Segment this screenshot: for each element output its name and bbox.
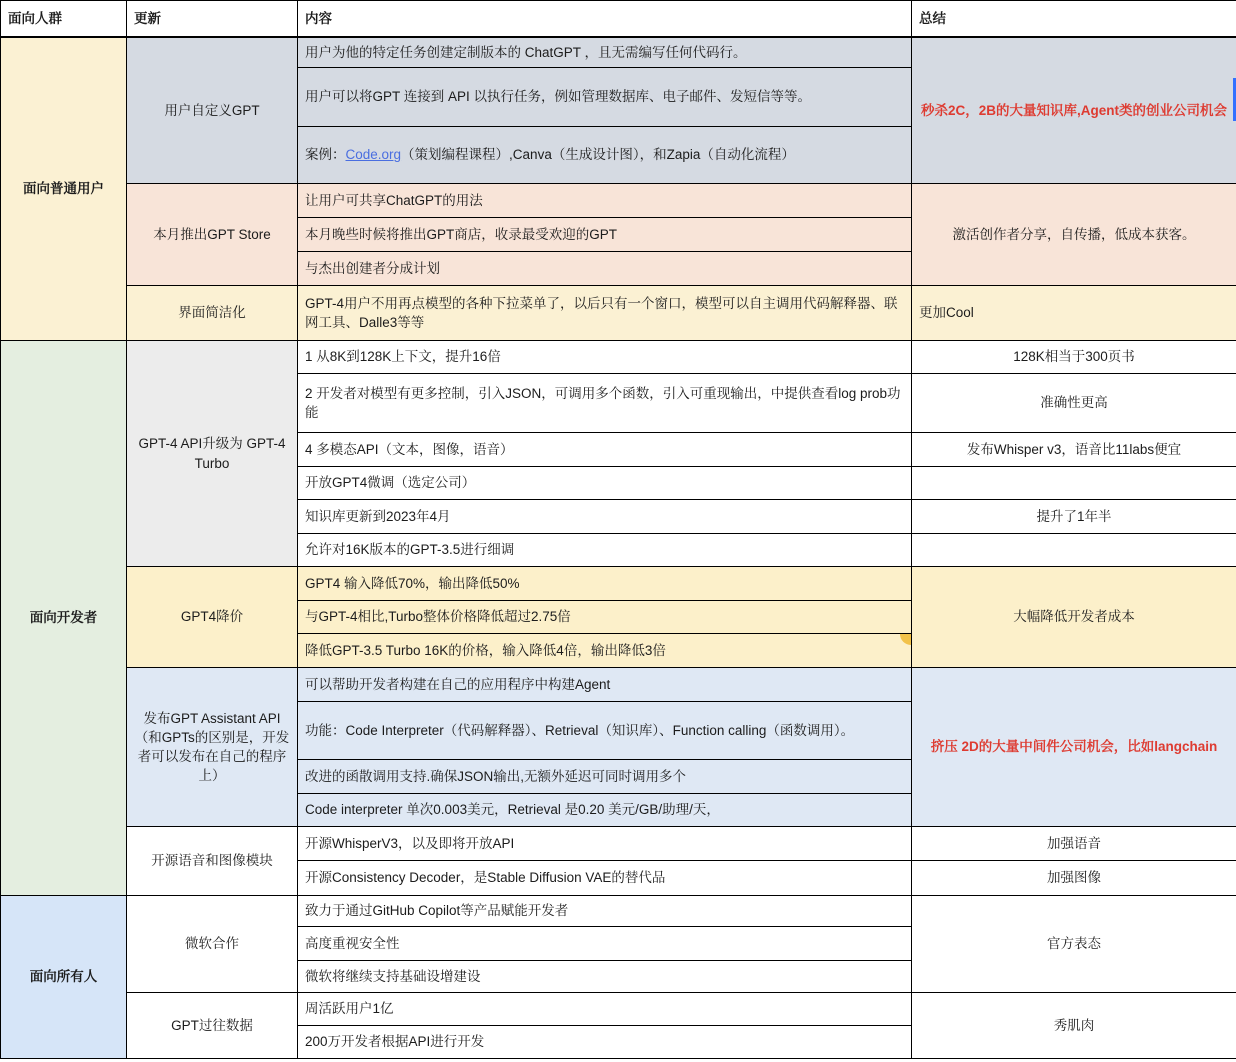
table-row xyxy=(1,668,1236,702)
summary-cell-price-cut[interactable]: 大幅降低开发者成本 xyxy=(912,567,1236,668)
content-cell[interactable]: 功能：Code Interpreter（代码解释器）、Retrieval（知识库）、Function calling（函数调用）。 xyxy=(298,702,912,760)
codeorg-link[interactable]: Code.org xyxy=(345,147,402,163)
content-cell[interactable]: 与杰出创建者分成计划 xyxy=(298,252,912,286)
update-cell-gpt4-price-cut[interactable]: GPT4降价 xyxy=(127,567,298,668)
header-cell-audience[interactable]: 面向人群 xyxy=(1,1,127,37)
summary-cell[interactable] xyxy=(912,467,1236,500)
content-cell[interactable]: 微软将继续支持基础设增建设 xyxy=(298,961,912,993)
case-suffix: （策划编程课程）,Canva（生成设计图），和Zapia（自动化流程） xyxy=(401,147,795,163)
update-cell-gpt4-turbo[interactable]: GPT-4 API升级为 GPT-4 Turbo xyxy=(127,341,298,567)
content-cell[interactable]: 允许对16K版本的GPT-3.5进行细调 xyxy=(298,534,912,567)
table-row xyxy=(1,993,1236,1026)
update-cell-gpt-store[interactable]: 本月推出GPT Store xyxy=(127,184,298,286)
content-cell-case[interactable] xyxy=(298,127,912,184)
table-row xyxy=(1,341,1236,374)
summary-cell[interactable]: 准确性更高 xyxy=(912,374,1236,433)
table-row xyxy=(1,567,1236,601)
audience-cell-general-users[interactable]: 面向普通用户 xyxy=(1,37,127,341)
audience-cell-everyone[interactable]: 面向所有人 xyxy=(1,896,127,1059)
content-cell[interactable]: 开放GPT4微调（选定公司） xyxy=(298,467,912,500)
update-cell-open-source-modules[interactable]: 开源语音和图像模块 xyxy=(127,827,298,896)
summary-cell[interactable] xyxy=(912,534,1236,567)
content-text: 降低GPT-3.5 Turbo 16K的价格，输入降低4倍，输出降低3倍 xyxy=(305,642,666,658)
content-cell[interactable]: 4 多模态API（文本，图像，语音） xyxy=(298,433,912,467)
table-row xyxy=(1,184,1236,218)
content-cell[interactable]: 知识库更新到2023年4月 xyxy=(298,500,912,534)
content-cell[interactable]: 开源Consistency Decoder，是Stable Diffusion VAE的替代品 xyxy=(298,861,912,896)
summary-cell-ui-simplify[interactable]: 更加Cool xyxy=(912,286,1236,341)
update-cell-microsoft[interactable]: 微软合作 xyxy=(127,896,298,993)
update-cell-ui-simplify[interactable]: 界面简洁化 xyxy=(127,286,298,341)
update-cell-assistant-api[interactable]: 发布GPT Assistant API（和GPTs的区别是，开发者可以发布在自己的程序上） xyxy=(127,668,298,827)
content-cell[interactable]: GPT-4用户不用再点模型的各种下拉菜单了，以后只有一个窗口，模型可以自主调用代码解释器、联网工具、Dalle3等等 xyxy=(298,286,912,341)
header-cell-update[interactable]: 更新 xyxy=(127,1,298,37)
content-cell[interactable]: 周活跃用户1亿 xyxy=(298,993,912,1026)
table-row xyxy=(1,827,1236,861)
summary-cell[interactable]: 提升了1年半 xyxy=(912,500,1236,534)
header-cell-summary[interactable]: 总结 xyxy=(912,1,1236,37)
table-row xyxy=(1,37,1236,68)
content-cell[interactable]: 2 开发者对模型有更多控制，引入JSON，可调用多个函数，引入可重现输出，中提供查看log prob功能 xyxy=(298,374,912,433)
summary-cell-gpt-store[interactable]: 激活创作者分享，自传播，低成本获客。 xyxy=(912,184,1236,286)
content-cell[interactable]: 开源WhisperV3，以及即将开放API xyxy=(298,827,912,861)
audience-cell-developers[interactable]: 面向开发者 xyxy=(1,341,127,896)
update-cell-custom-gpt[interactable]: 用户自定义GPT xyxy=(127,37,298,184)
summary-text: 秒杀2C，2B的大量知识库,Agent类的创业公司机会 xyxy=(920,102,1227,118)
content-cell[interactable]: 用户可以将GPT 连接到 API 以执行任务，例如管理数据库、电子邮件、发短信等等。 xyxy=(298,68,912,127)
summary-cell-assistant-api[interactable]: 挤压 2D的大量中间件公司机会，比如langchain xyxy=(912,668,1236,827)
content-cell[interactable]: 与GPT-4相比,Turbo整体价格降低超过2.75倍 xyxy=(298,601,912,634)
header-row xyxy=(1,1,1236,37)
content-cell[interactable]: 200万开发者根据API进行开发 xyxy=(298,1026,912,1059)
header-cell-content[interactable]: 内容 xyxy=(298,1,912,37)
table-row xyxy=(1,896,1236,927)
summary-cell[interactable]: 加强图像 xyxy=(912,861,1236,896)
content-cell[interactable]: 1 从8K到128K上下文，提升16倍 xyxy=(298,341,912,374)
content-cell-with-comment[interactable] xyxy=(298,634,912,668)
content-cell[interactable]: 致力于通过GitHub Copilot等产品赋能开发者 xyxy=(298,896,912,927)
summary-cell[interactable]: 发布Whisper v3，语音比11labs便宜 xyxy=(912,433,1236,467)
summary-cell[interactable]: 128K相当于300页书 xyxy=(912,341,1236,374)
content-cell[interactable]: 改进的函散调用支持.确保JSON输出,无额外延迟可同时调用多个 xyxy=(298,760,912,794)
content-cell[interactable]: 让用户可共享ChatGPT的用法 xyxy=(298,184,912,218)
content-cell[interactable]: 可以帮助开发者构建在自己的应用程序中构建Agent xyxy=(298,668,912,702)
table-row xyxy=(1,286,1236,341)
summary-cell-gpt-history[interactable]: 秀肌肉 xyxy=(912,993,1236,1059)
content-cell[interactable]: 高度重视安全性 xyxy=(298,927,912,961)
comment-indicator-icon[interactable] xyxy=(900,634,911,645)
summary-cell-custom-gpt[interactable] xyxy=(912,37,1236,184)
case-prefix: 案例： xyxy=(305,147,346,163)
content-cell[interactable]: GPT4 输入降低70%，输出降低50% xyxy=(298,567,912,601)
update-cell-gpt-history[interactable]: GPT过往数据 xyxy=(127,993,298,1059)
content-cell[interactable]: 本月晚些时候将推出GPT商店，收录最受欢迎的GPT xyxy=(298,218,912,252)
summary-cell-microsoft[interactable]: 官方表态 xyxy=(912,896,1236,993)
content-cell[interactable]: Code interpreter 单次0.003美元，Retrieval 是0.20 美元/GB/助理/天， xyxy=(298,794,912,827)
summary-cell[interactable]: 加强语音 xyxy=(912,827,1236,861)
content-cell[interactable]: 用户为他的特定任务创建定制版本的 ChatGPT ，且无需编写任何代码行。 xyxy=(298,37,912,68)
